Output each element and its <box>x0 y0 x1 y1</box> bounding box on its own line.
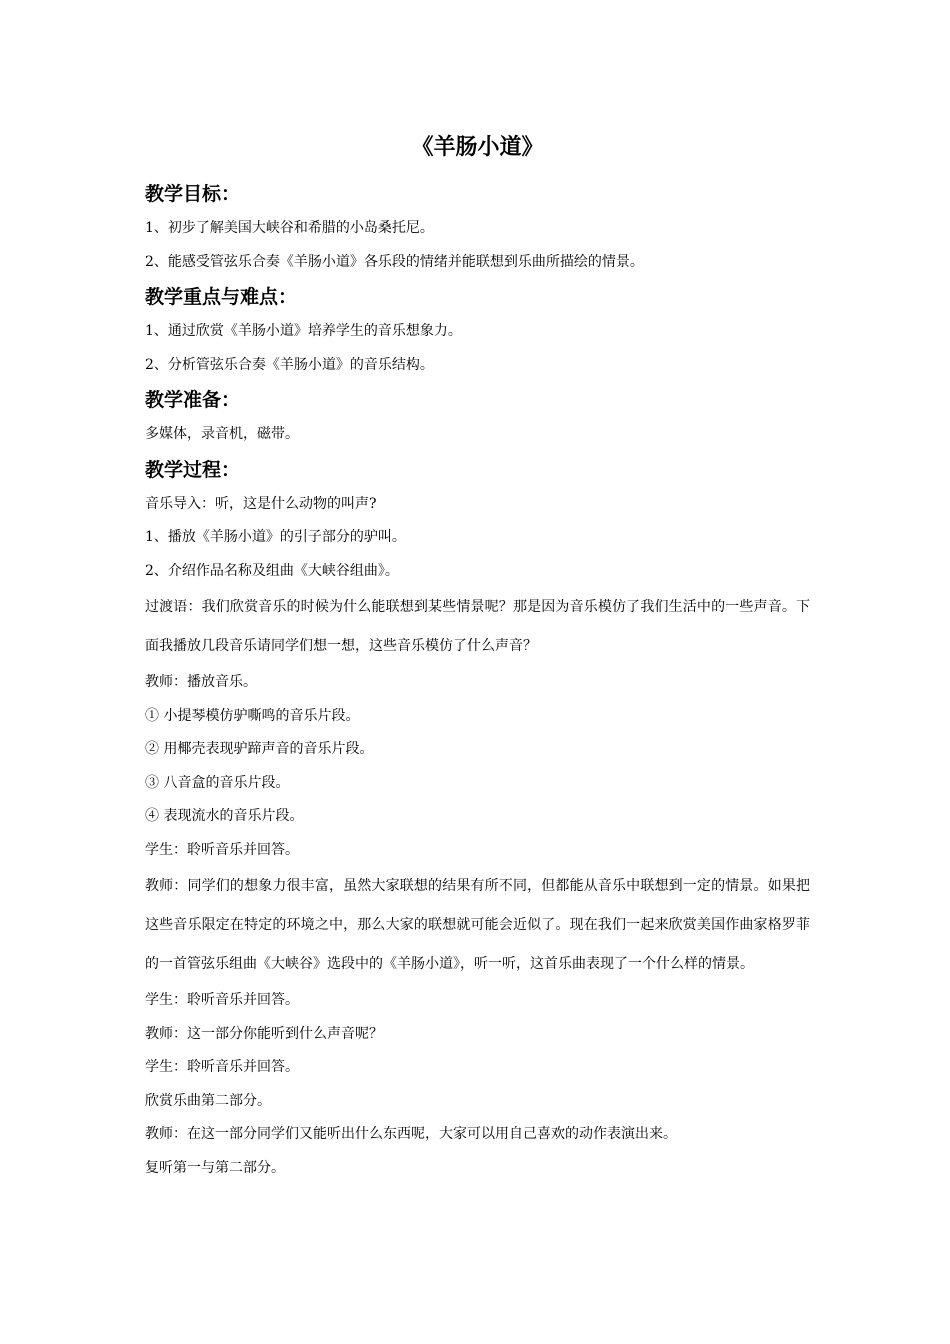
section-heading-key-points: 教学重点与难点： <box>145 286 298 308</box>
process-paragraph: 过渡语：我们欣赏音乐的时候为什么能联想到某些情景呢？那是因为音乐模仿了我们生活中的一些声音。下面我播放几段音乐请同学们想一想，这些音乐模仿了什么声音？ <box>145 599 810 654</box>
process-line: 学生：聆听音乐并回答。 <box>145 1059 299 1075</box>
section-process <box>145 452 810 1186</box>
process-line: 教师：播放音乐。 <box>145 674 257 690</box>
process-line: 复听第一与第二部分。 <box>145 1159 285 1176</box>
process-line: ④ 表现流水的音乐片段。 <box>145 808 304 824</box>
process-line: 学生：聆听音乐并回答。 <box>145 992 299 1008</box>
document-page <box>145 128 810 1185</box>
objective-line: 1、初步了解美国大峡谷和希腊的小岛桑托尼。 <box>145 220 434 236</box>
section-preparation <box>145 382 810 452</box>
section-heading-objectives: 教学目标： <box>145 183 241 205</box>
process-line: ③ 八音盒的音乐片段。 <box>145 774 290 791</box>
section-key-points <box>145 279 810 382</box>
process-line: 1、播放《羊肠小道》的引子部分的驴叫。 <box>145 529 406 545</box>
process-line: 2、介绍作品名称及组曲《大峡谷组曲》。 <box>145 562 399 579</box>
process-paragraph: 教师：同学们的想象力很丰富，虽然大家联想的结果有所不同，但都能从音乐中联想到一定的情景。如果把这些音乐限定在特定的环境之中，那么大家的联想就可能会近似了。现在我们一起来欣赏美国作曲家格罗菲的一首管弦乐组曲《大峡谷》选段中的《羊肠小道》，听一听，这首乐曲表现了一个什么样的情景。 <box>145 878 810 972</box>
preparation-line: 多媒体，录音机，磁带。 <box>145 426 299 442</box>
process-line: 学生：聆听音乐并回答。 <box>145 841 299 858</box>
process-line: 教师：这一部分你能听到什么声音呢？ <box>145 1025 383 1042</box>
process-line: ① 小提琴模仿驴嘶鸣的音乐片段。 <box>145 707 360 724</box>
process-line: 欣赏乐曲第二部分。 <box>145 1092 271 1109</box>
section-heading-process: 教学过程： <box>145 458 241 481</box>
section-objectives <box>145 176 810 279</box>
document-title: 《羊肠小道》 <box>411 135 544 160</box>
section-heading-preparation: 教学准备： <box>145 389 241 411</box>
process-line: 教师：在这一部分同学们又能听出什么东西呢，大家可以用自己喜欢的动作表演出来。 <box>145 1126 677 1142</box>
key-point-line: 1、通过欣赏《羊肠小道》培养学生的音乐想象力。 <box>145 323 462 339</box>
process-line: 音乐导入：听，这是什么动物的叫声? <box>145 495 377 512</box>
process-line: ② 用椰壳表现驴蹄声音的音乐片段。 <box>145 741 374 757</box>
key-point-line: 2、分析管弦乐合奏《羊肠小道》的音乐结构。 <box>145 356 434 373</box>
objective-line: 2、能感受管弦乐合奏《羊肠小道》各乐段的情绪并能联想到乐曲所描绘的情景。 <box>145 253 644 270</box>
